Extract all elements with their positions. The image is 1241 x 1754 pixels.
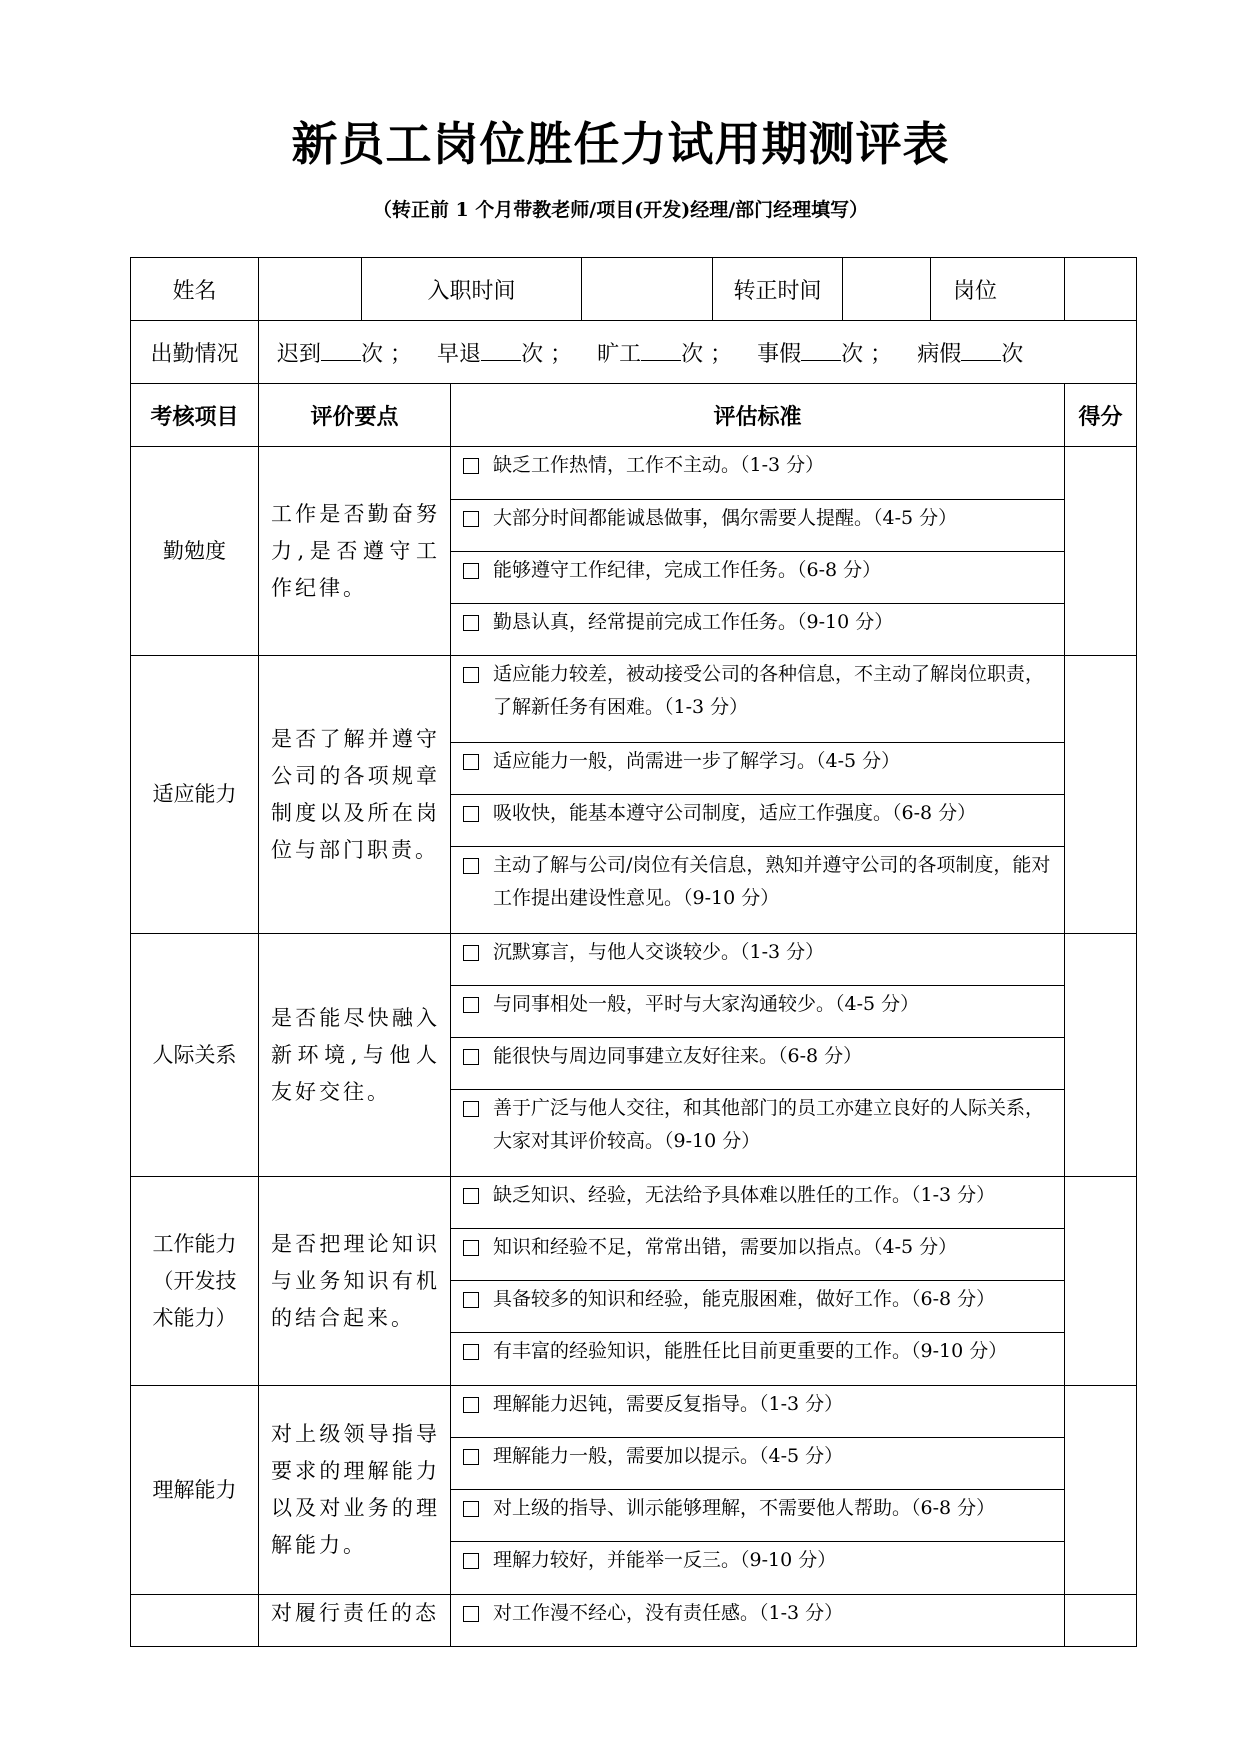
category-cell: 勤勉度 xyxy=(131,447,259,656)
checkbox-icon[interactable] xyxy=(463,1501,479,1517)
attendance-personal-leave: 事假 次 ； xyxy=(757,341,893,367)
attendance-label: 出勤情况 xyxy=(131,321,259,384)
category-cell: 工作能力（开发技术能力） xyxy=(131,1177,259,1386)
key-points-cell: 对履行责任的态 xyxy=(259,1595,451,1647)
criteria-option[interactable]: 理解能力迟钝，需要反复指导。（1-3 分） xyxy=(451,1386,1065,1438)
attendance-row xyxy=(131,321,1137,384)
section-row xyxy=(131,1386,1137,1438)
attendance-late: 迟到 次 ； xyxy=(277,341,413,367)
key-points-cell: 是否把理论知识与业务知识有机的结合起来。 xyxy=(259,1177,451,1386)
score-field[interactable] xyxy=(1065,1177,1137,1386)
criteria-option[interactable]: 主动了解与公司/岗位有关信息，熟知并遵守公司的各项制度，能对工作提出建设性意见。（9-10 分） xyxy=(451,847,1065,934)
category-cell: 适应能力 xyxy=(131,656,259,934)
header-row xyxy=(131,384,1137,447)
position-field[interactable] xyxy=(1065,258,1137,321)
header-item: 考核项目 xyxy=(131,384,259,447)
checkbox-icon[interactable] xyxy=(463,997,479,1013)
criteria-option[interactable]: 能够遵守工作纪律，完成工作任务。（6-8 分） xyxy=(451,552,1065,604)
criteria-option[interactable]: 吸收快，能基本遵守公司制度，适应工作强度。（6-8 分） xyxy=(451,795,1065,847)
score-field[interactable] xyxy=(1065,447,1137,656)
checkbox-icon[interactable] xyxy=(463,945,479,961)
score-field[interactable] xyxy=(1065,934,1137,1177)
criteria-option[interactable]: 理解能力一般，需要加以提示。（4-5 分） xyxy=(451,1438,1065,1490)
key-points-cell: 是否能尽快融入新环境,与他人友好交往。 xyxy=(259,934,451,1177)
criteria-option[interactable]: 勤恳认真，经常提前完成工作任务。（9-10 分） xyxy=(451,604,1065,656)
criteria-option[interactable]: 有丰富的经验知识，能胜任比目前更重要的工作。（9-10 分） xyxy=(451,1333,1065,1386)
checkbox-icon[interactable] xyxy=(463,1240,479,1256)
key-points-cell: 对上级领导指导要求的理解能力以及对业务的理解能力。 xyxy=(259,1386,451,1595)
category-cell: 理解能力 xyxy=(131,1386,259,1595)
checkbox-icon[interactable] xyxy=(463,563,479,579)
checkbox-icon[interactable] xyxy=(463,806,479,822)
section-row xyxy=(131,656,1137,743)
criteria-option[interactable]: 大部分时间都能诚恳做事，偶尔需要人提醒。（4-5 分） xyxy=(451,500,1065,552)
attendance-items xyxy=(259,321,1137,384)
score-field[interactable] xyxy=(1065,656,1137,934)
criteria-option[interactable]: 缺乏工作热情，工作不主动。（1-3 分） xyxy=(451,447,1065,500)
criteria-option[interactable]: 能很快与周边同事建立友好往来。（6-8 分） xyxy=(451,1038,1065,1090)
category-cell xyxy=(131,1595,259,1647)
absent-count-blank[interactable] xyxy=(641,342,681,361)
checkbox-icon[interactable] xyxy=(463,667,479,683)
checkbox-icon[interactable] xyxy=(463,1292,479,1308)
header-key-points: 评价要点 xyxy=(259,384,451,447)
sick-leave-count-blank[interactable] xyxy=(961,342,1001,361)
criteria-option[interactable]: 缺乏知识、经验，无法给予具体难以胜任的工作。（1-3 分） xyxy=(451,1177,1065,1229)
criteria-option[interactable]: 适应能力较差，被动接受公司的各种信息，不主动了解岗位职责，了解新任务有困难。（1-3 分） xyxy=(451,656,1065,743)
key-points-cell: 是否了解并遵守公司的各项规章制度以及所在岗位与部门职责。 xyxy=(259,656,451,934)
section-row xyxy=(131,934,1137,986)
header-criteria: 评估标准 xyxy=(451,384,1065,447)
hire-date-label: 入职时间 xyxy=(362,258,582,321)
page-title: 新员工岗位胜任力试用期测评表 xyxy=(291,117,950,171)
page-subtitle: （转正前 1 个月带教老师/项目(开发)经理/部门经理填写） xyxy=(372,199,869,221)
criteria-option[interactable]: 具备较多的知识和经验，能克服困难，做好工作。（6-8 分） xyxy=(451,1281,1065,1333)
score-field[interactable] xyxy=(1065,1386,1137,1595)
attendance-absent: 旷工 次 ； xyxy=(597,341,733,367)
criteria-option[interactable]: 适应能力一般，尚需进一步了解学习。（4-5 分） xyxy=(451,743,1065,795)
checkbox-icon[interactable] xyxy=(463,1049,479,1065)
checkbox-icon[interactable] xyxy=(463,1188,479,1204)
section-row xyxy=(131,1177,1137,1229)
name-label: 姓名 xyxy=(131,258,259,321)
regular-date-label: 转正时间 xyxy=(713,258,843,321)
early-leave-count-blank[interactable] xyxy=(481,342,521,361)
score-field[interactable] xyxy=(1065,1595,1137,1647)
criteria-option[interactable]: 与同事相处一般，平时与大家沟通较少。（4-5 分） xyxy=(451,986,1065,1038)
info-row xyxy=(131,258,1137,321)
name-field[interactable] xyxy=(259,258,362,321)
category-cell: 人际关系 xyxy=(131,934,259,1177)
checkbox-icon[interactable] xyxy=(463,1606,479,1622)
attendance-early-leave: 早退 次 ； xyxy=(437,341,573,367)
section-row xyxy=(131,447,1137,500)
section-row xyxy=(131,1595,1137,1647)
late-count-blank[interactable] xyxy=(321,342,361,361)
attendance-sick-leave: 病假 次 xyxy=(917,341,1024,367)
header-score: 得分 xyxy=(1065,384,1137,447)
hire-date-field[interactable] xyxy=(582,258,713,321)
position-label: 岗位 xyxy=(931,258,1065,321)
regular-date-field[interactable] xyxy=(843,258,931,321)
criteria-option[interactable]: 对工作漫不经心，没有责任感。（1-3 分） xyxy=(451,1595,1065,1647)
criteria-option[interactable]: 理解力较好，并能举一反三。（9-10 分） xyxy=(451,1542,1065,1595)
checkbox-icon[interactable] xyxy=(463,1553,479,1569)
checkbox-icon[interactable] xyxy=(463,1344,479,1360)
criteria-option[interactable]: 知识和经验不足，常常出错，需要加以指点。（4-5 分） xyxy=(451,1229,1065,1281)
checkbox-icon[interactable] xyxy=(463,1449,479,1465)
checkbox-icon[interactable] xyxy=(463,615,479,631)
evaluation-table xyxy=(130,257,1137,1647)
checkbox-icon[interactable] xyxy=(463,1101,479,1117)
checkbox-icon[interactable] xyxy=(463,511,479,527)
checkbox-icon[interactable] xyxy=(463,458,479,474)
key-points-cell: 工作是否勤奋努力,是否遵守工作纪律。 xyxy=(259,447,451,656)
criteria-option[interactable]: 沉默寡言，与他人交谈较少。（1-3 分） xyxy=(451,934,1065,986)
personal-leave-count-blank[interactable] xyxy=(801,342,841,361)
checkbox-icon[interactable] xyxy=(463,754,479,770)
criteria-option[interactable]: 善于广泛与他人交往，和其他部门的员工亦建立良好的人际关系，大家对其评价较高。（9-10 分） xyxy=(451,1090,1065,1177)
checkbox-icon[interactable] xyxy=(463,1397,479,1413)
criteria-option[interactable]: 对上级的指导、训示能够理解，不需要他人帮助。（6-8 分） xyxy=(451,1490,1065,1542)
checkbox-icon[interactable] xyxy=(463,858,479,874)
